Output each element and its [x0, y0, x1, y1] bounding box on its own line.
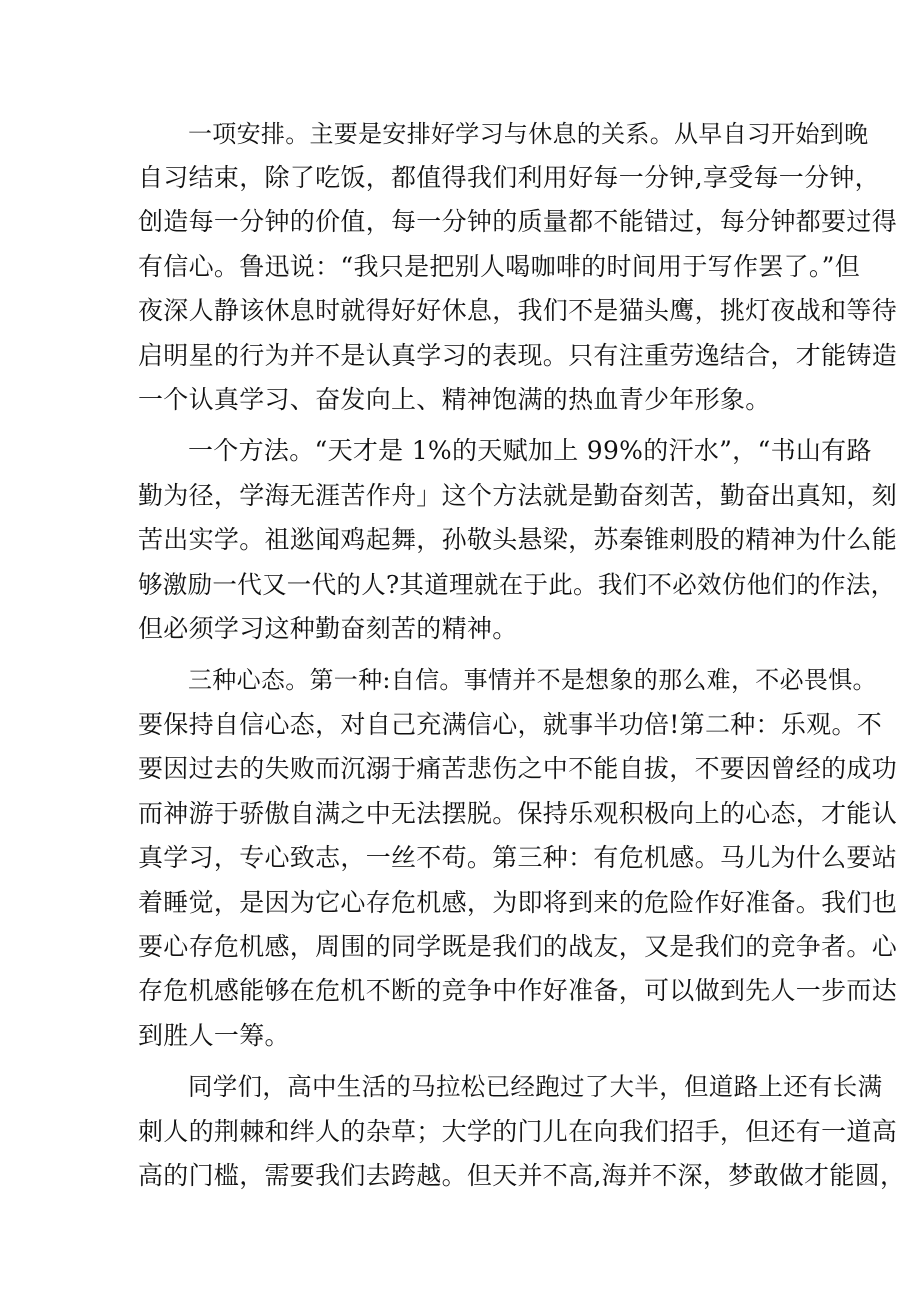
text-line: 要因过去的失败而沉溺于痛苦悲伤之中不能自拔，不要因曾经的成功 [138, 754, 898, 783]
text-line: 自习结束，除了吃饭，都值得我们利用好每一分钟,享受每一分钟， [138, 163, 880, 192]
text-line: 到胜人一筹。 [138, 1021, 290, 1050]
text-line: 一项安排。主要是安排好学习与休息的关系。从早自习开始到晚 [188, 120, 869, 148]
text-line: 一个方法。“天才是 1%的天赋加上 99%的汗水”，“书山有路 [188, 436, 872, 465]
text-line: 但必须学习这种勤奋刻苦的精神。 [138, 614, 518, 643]
text-line: 着睡觉，是因为它心存危机感，为即将到来的危险作好准备。我们也 [138, 888, 898, 917]
text-line: 高的门槛，需要我们去跨越。但天并不高,海并不深，梦敢做才能圆， [138, 1161, 906, 1190]
text-line: 三种心态。第一种:自信。事情并不是想象的那么难，不必畏惧。 [188, 666, 877, 694]
text-line: 启明星的行为并不是认真学习的表现。只有注重劳逸结合，才能铸造 [138, 341, 898, 370]
text-line: 而神游于骄傲自满之中无法摆脱。保持乐观积极向上的心态，才能认 [138, 799, 898, 828]
text-line: 夜深人静该休息时就得好好休息，我们不是猫头鹰，挑灯夜战和等待 [138, 296, 898, 325]
text-line: 有信心。鲁迅说：“我只是把别人喝咖啡的时间用于写作罢了。”但 [138, 252, 861, 281]
text-line: 刺人的荆棘和绊人的杂草；大学的门儿在向我们招手，但还有一道高 [138, 1117, 898, 1146]
text-line: 要保持自信心态，对自己充满信心，就事半功倍!第二种：乐观。不 [138, 710, 883, 739]
text-line: 苦出实学。祖逖闻鸡起舞，孙敬头悬梁，苏秦锥刺股的精神为什么能 [138, 525, 898, 554]
text-line: 创造每一分钟的价值，每一分钟的质量都不能错过，每分钟都要过得 [138, 207, 898, 236]
text-line: 存危机感能够在危机不断的竞争中作好准备，可以做到先人一步而达 [138, 976, 898, 1005]
text-line: 勤为径，学海无涯苦作舟」这个方法就是勤奋刻苦，勤奋出真知，刻 [138, 481, 898, 510]
text-line: 够激励一代又一代的人?其道理就在于此。我们不必效仿他们的作法， [138, 570, 896, 599]
text-line: 一个认真学习、奋发向上、精神饱满的热血青少年形象。 [138, 385, 771, 414]
text-line: 要心存危机感，周围的同学既是我们的战友，又是我们的竞争者。心 [138, 932, 898, 961]
text-line: 真学习，专心致志，一丝不苟。第三种：有危机感。马儿为什么要站 [138, 843, 898, 872]
text-line: 同学们，高中生活的马拉松已经跑过了大半，但道路上还有长满 [188, 1072, 883, 1101]
